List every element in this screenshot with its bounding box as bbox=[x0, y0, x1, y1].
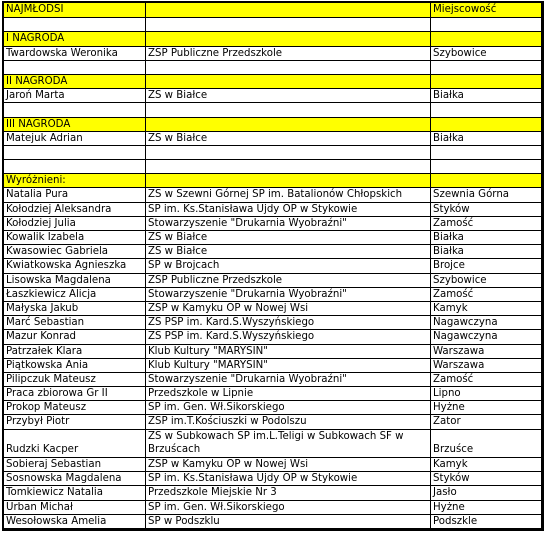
participant-name: Marć Sebastian bbox=[6, 317, 85, 329]
place-name: Białka bbox=[430, 231, 541, 244]
empty-cell bbox=[430, 160, 541, 173]
participant-name: Piątkowska Ania bbox=[6, 359, 89, 371]
table-row bbox=[4, 230, 541, 244]
place-name: Hyżne bbox=[430, 401, 541, 414]
empty-cell bbox=[145, 18, 430, 31]
place-name: Kamyk bbox=[430, 458, 541, 471]
place-name: Hyżne bbox=[430, 501, 541, 514]
place-name: Warszawa bbox=[430, 345, 541, 358]
table-row bbox=[4, 429, 541, 457]
school-name: ZS w Białce bbox=[145, 231, 430, 244]
table-row bbox=[4, 485, 541, 499]
empty-cell bbox=[145, 75, 430, 88]
school-name: ZS w Białce bbox=[145, 132, 430, 145]
school-name: SP im. Gen. Wł.Sikorskiego bbox=[145, 501, 430, 514]
empty-cell bbox=[4, 18, 145, 31]
place-name: Jasło bbox=[430, 486, 541, 499]
place-name: Szybowice bbox=[430, 47, 541, 60]
header-empty bbox=[145, 3, 430, 17]
section-title: III NAGRODA bbox=[6, 118, 71, 130]
school-name: ZS w Białce bbox=[145, 89, 430, 102]
school-name: SP w Podszklu bbox=[145, 515, 430, 528]
empty-cell bbox=[4, 146, 145, 159]
header-place: Miejscowość bbox=[430, 3, 541, 17]
school-name: SP im. Gen. Wł.Sikorskiego bbox=[145, 401, 430, 414]
empty-cell bbox=[430, 18, 541, 31]
participant-name: Sosnowska Magdalena bbox=[6, 473, 122, 485]
school-name: ZS PSP im. Kard.S.Wyszyńskiego bbox=[145, 330, 430, 343]
school-name: ZSP Publiczne Przedszkole bbox=[145, 274, 430, 287]
section-title: II NAGRODA bbox=[6, 75, 68, 87]
table-row bbox=[4, 202, 541, 216]
table-row bbox=[4, 187, 541, 201]
empty-cell bbox=[145, 118, 430, 131]
participant-name: Pilipczuk Mateusz bbox=[6, 373, 96, 385]
participant-name: Sobieraj Sebastian bbox=[6, 459, 102, 471]
school-name: SP w Brojcach bbox=[145, 259, 430, 272]
table-row bbox=[4, 471, 541, 485]
school-name: SP im. Ks.Stanisława Ujdy OP w Stykowie bbox=[145, 203, 430, 216]
participant-name: Kołodziej Julia bbox=[6, 217, 76, 229]
place-name: Brzuśce bbox=[430, 430, 541, 457]
empty-cell bbox=[430, 75, 541, 88]
place-name: Białka bbox=[430, 245, 541, 258]
school-name: ZS w Szewni Górnej SP im. Batalionów Chłopskich bbox=[145, 188, 430, 201]
school-name: ZS w Subkowach SP im.L.Teligi w Subkowach SF w Brzuścach bbox=[145, 430, 430, 457]
participant-name: Urban Michał bbox=[6, 501, 73, 513]
participant-name: Małyska Jakub bbox=[6, 302, 79, 314]
participant-name: Twardowska Weronika bbox=[6, 47, 118, 59]
results-sheet bbox=[2, 1, 544, 531]
participant-name: Kwasowiec Gabriela bbox=[6, 246, 109, 258]
blank-row bbox=[4, 60, 541, 74]
section-title: I NAGRODA bbox=[6, 33, 65, 45]
section-title-row bbox=[4, 31, 541, 45]
participant-name: Prokop Mateusz bbox=[6, 402, 87, 414]
participant-name: Łaszkiewicz Alicja bbox=[6, 288, 97, 300]
empty-cell bbox=[145, 174, 430, 187]
place-name: Warszawa bbox=[430, 359, 541, 372]
school-name: SP im. Ks.Stanisława Ujdy OP w Stykowie bbox=[145, 472, 430, 485]
header-category: NAJMŁODSI bbox=[6, 4, 64, 15]
school-name: ZSP im.T.Kościuszki w Podolszu bbox=[145, 415, 430, 428]
table-row bbox=[4, 372, 541, 386]
table-row bbox=[4, 273, 541, 287]
table-row bbox=[4, 344, 541, 358]
empty-cell bbox=[145, 160, 430, 173]
participant-name: Wesołowska Amelia bbox=[6, 515, 107, 527]
section-title-row bbox=[4, 74, 541, 88]
empty-cell bbox=[430, 174, 541, 187]
school-name: Stowarzyszenie "Drukarnia Wyobraźni" bbox=[145, 373, 430, 386]
table-row bbox=[4, 329, 541, 343]
participant-name: Kowalik Izabela bbox=[6, 232, 85, 243]
participant-name: Tomkiewicz Natalia bbox=[6, 487, 103, 499]
empty-cell bbox=[4, 103, 145, 116]
place-name: Kamyk bbox=[430, 302, 541, 315]
participant-name: Matejuk Adrian bbox=[6, 132, 83, 144]
empty-cell bbox=[4, 61, 145, 74]
header-row bbox=[4, 3, 541, 17]
place-name: Szewnia Górna bbox=[430, 188, 541, 201]
place-name: Brojce bbox=[430, 259, 541, 272]
table-row bbox=[4, 287, 541, 301]
table-row bbox=[4, 301, 541, 315]
blank-row bbox=[4, 145, 541, 159]
table-row bbox=[4, 414, 541, 428]
place-name: Szybowice bbox=[430, 274, 541, 287]
school-name: ZS PSP im. Kard.S.Wyszyńskiego bbox=[145, 316, 430, 329]
blank-row bbox=[4, 159, 541, 173]
table-row bbox=[4, 358, 541, 372]
participant-name: Kwiatkowska Agnieszka bbox=[6, 260, 127, 272]
participant-name: Lisowska Magdalena bbox=[6, 274, 111, 286]
section-title: Wyróżnieni: bbox=[6, 175, 66, 187]
table-row bbox=[4, 244, 541, 258]
school-name: Stowarzyszenie "Drukarnia Wyobraźni" bbox=[145, 288, 430, 301]
school-name: Klub Kultury "MARYSIN" bbox=[145, 345, 430, 358]
school-name: ZS w Białce bbox=[145, 245, 430, 258]
empty-cell bbox=[430, 146, 541, 159]
empty-cell bbox=[145, 103, 430, 116]
place-name: Lipno bbox=[430, 387, 541, 400]
participant-name: Kołodziej Aleksandra bbox=[6, 203, 112, 215]
table-row bbox=[4, 400, 541, 414]
participant-name: Rudzki Kacper bbox=[6, 444, 79, 456]
section-title-row bbox=[4, 173, 541, 187]
place-name: Zamość bbox=[430, 288, 541, 301]
school-name: Klub Kultury "MARYSIN" bbox=[145, 359, 430, 372]
section-title-row bbox=[4, 117, 541, 131]
table-row bbox=[4, 514, 541, 528]
table-row bbox=[4, 88, 541, 102]
empty-cell bbox=[430, 32, 541, 45]
place-name: Nagawczyna bbox=[430, 316, 541, 329]
empty-cell bbox=[430, 61, 541, 74]
place-name: Zamość bbox=[430, 217, 541, 230]
place-name: Podszkle bbox=[430, 515, 541, 528]
table-row bbox=[4, 386, 541, 400]
empty-cell bbox=[145, 146, 430, 159]
empty-cell bbox=[4, 160, 145, 173]
participant-name: Przybył Piotr bbox=[6, 416, 70, 428]
participant-name: Jaroń Marta bbox=[6, 90, 65, 102]
participant-name: Mazur Konrad bbox=[6, 331, 77, 343]
table-row bbox=[4, 258, 541, 272]
participant-name: Praca zbiorowa Gr II bbox=[6, 388, 108, 400]
participant-name: Natalia Pura bbox=[6, 189, 69, 201]
school-name: ZSP Publiczne Przedszkole bbox=[145, 47, 430, 60]
table-row bbox=[4, 216, 541, 230]
table-row bbox=[4, 500, 541, 514]
place-name: Zamość bbox=[430, 373, 541, 386]
school-name: ZSP w Kamyku OP w Nowej Wsi bbox=[145, 302, 430, 315]
place-name: Styków bbox=[430, 472, 541, 485]
table-row bbox=[4, 46, 541, 60]
empty-cell bbox=[145, 61, 430, 74]
place-name: Białka bbox=[430, 89, 541, 102]
place-name: Zator bbox=[430, 415, 541, 428]
school-name: Przedszkole Miejskie Nr 3 bbox=[145, 486, 430, 499]
participant-name: Patrzałek Klara bbox=[6, 345, 83, 357]
place-name: Styków bbox=[430, 203, 541, 216]
table-row bbox=[4, 457, 541, 471]
empty-cell bbox=[430, 118, 541, 131]
table-row bbox=[4, 131, 541, 145]
blank-row bbox=[4, 17, 541, 31]
empty-cell bbox=[145, 32, 430, 45]
school-name: Przedszkole w Lipnie bbox=[145, 387, 430, 400]
school-name: Stowarzyszenie "Drukarnia Wyobraźni" bbox=[145, 217, 430, 230]
place-name: Białka bbox=[430, 132, 541, 145]
empty-cell bbox=[430, 103, 541, 116]
blank-row bbox=[4, 102, 541, 116]
school-name: ZSP w Kamyku OP w Nowej Wsi bbox=[145, 458, 430, 471]
place-name: Nagawczyna bbox=[430, 330, 541, 343]
table-row bbox=[4, 315, 541, 329]
